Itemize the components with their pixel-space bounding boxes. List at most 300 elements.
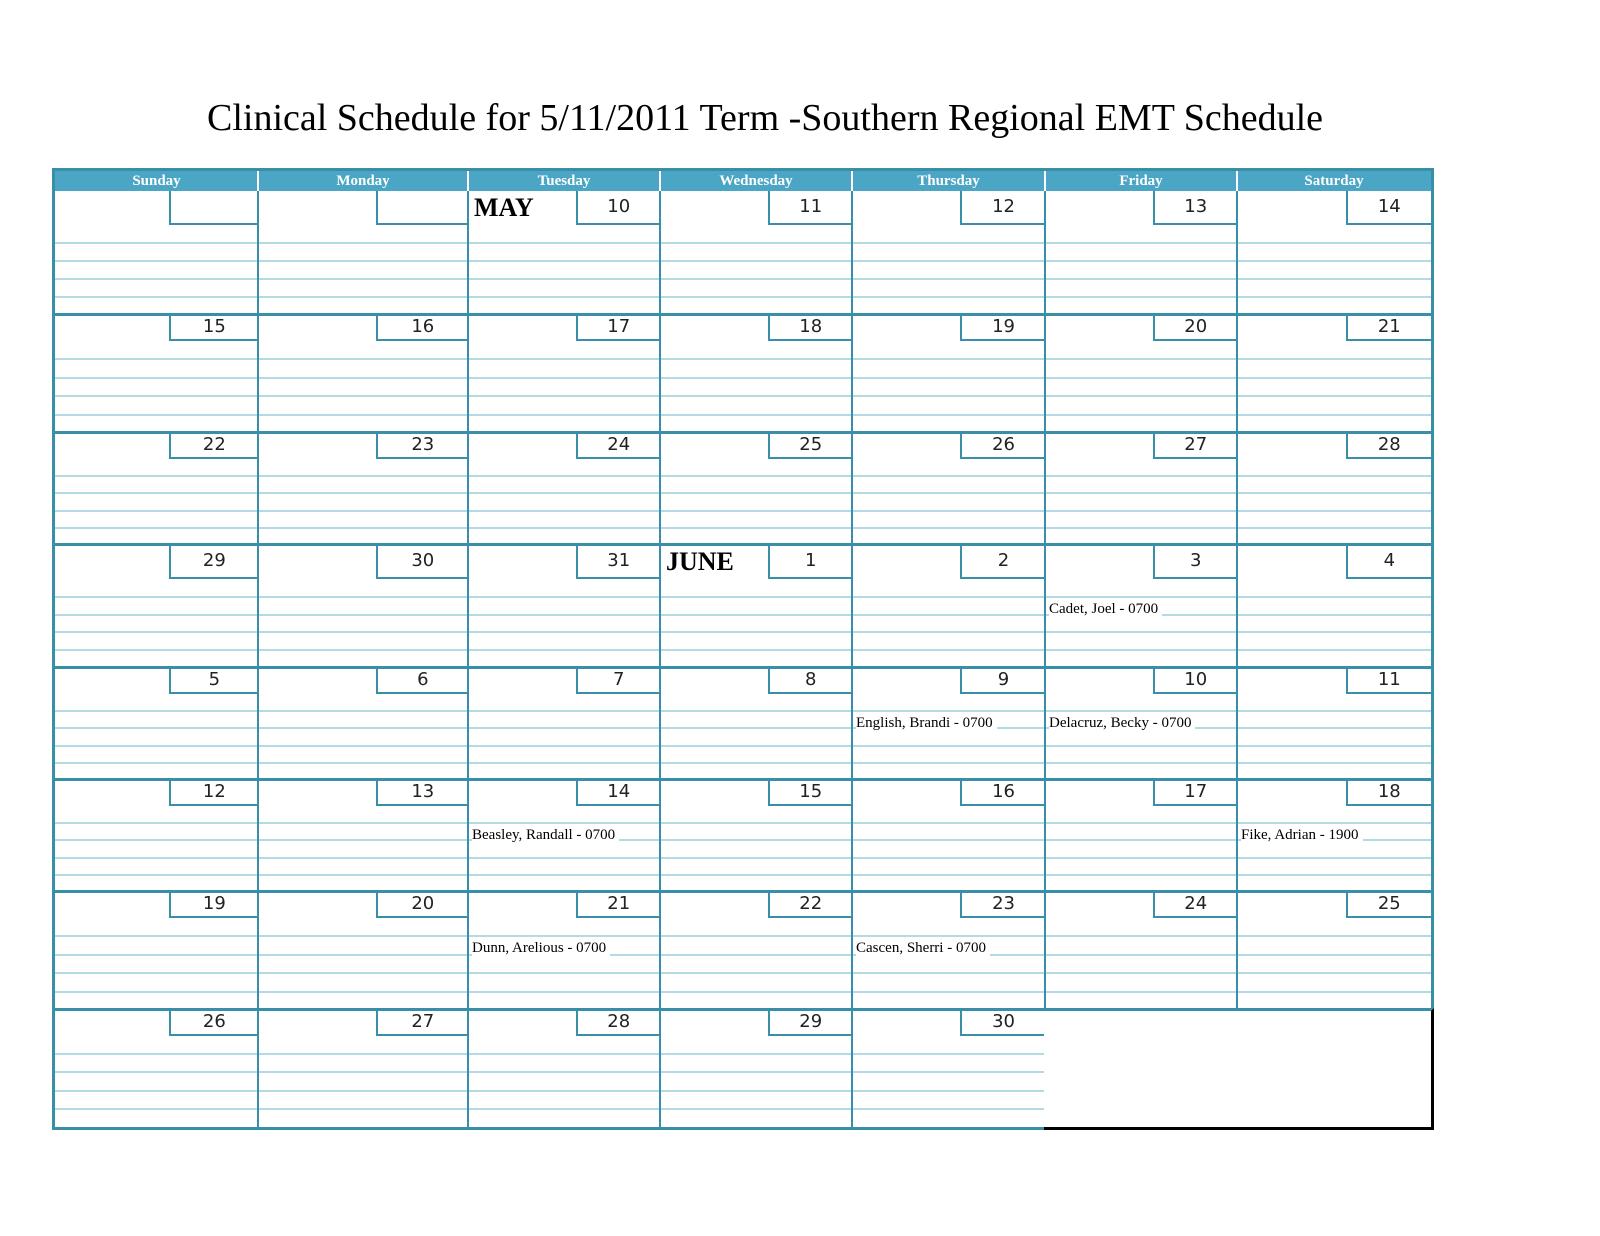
weekday-saturday: Saturday bbox=[1304, 173, 1364, 189]
ruled-line bbox=[660, 710, 852, 712]
schedule-entry[interactable]: English, Brandi - 0700 bbox=[856, 715, 997, 732]
month-label: JUNE bbox=[666, 547, 734, 576]
ruled-line bbox=[258, 954, 468, 956]
ruled-line bbox=[55, 242, 258, 244]
calendar-day[interactable] bbox=[55, 892, 258, 1010]
ruled-line bbox=[468, 242, 660, 244]
ruled-line bbox=[660, 972, 852, 974]
calendar-day[interactable] bbox=[660, 780, 852, 892]
ruled-line bbox=[1237, 935, 1431, 937]
ruled-line bbox=[852, 839, 1045, 841]
week-divider bbox=[55, 431, 1431, 434]
date-number: 25 bbox=[1346, 892, 1431, 918]
calendar-day[interactable] bbox=[55, 780, 258, 892]
ruled-line bbox=[852, 1090, 1045, 1092]
ruled-line bbox=[55, 377, 258, 379]
ruled-line bbox=[660, 745, 852, 747]
weekday-monday: Monday bbox=[336, 173, 390, 189]
ruled-line bbox=[468, 278, 660, 280]
calendar-day[interactable] bbox=[1237, 892, 1431, 1010]
calendar-day[interactable] bbox=[55, 315, 258, 433]
schedule-entry[interactable]: Delacruz, Becky - 0700 bbox=[1049, 715, 1195, 732]
date-number: 23 bbox=[376, 433, 468, 459]
ruled-line bbox=[852, 745, 1045, 747]
ruled-line bbox=[1045, 710, 1237, 712]
date-number: 13 bbox=[1153, 191, 1237, 225]
ruled-line bbox=[1237, 475, 1431, 477]
weekday-friday: Friday bbox=[1119, 173, 1163, 189]
ruled-line bbox=[1045, 935, 1237, 937]
ruled-line bbox=[660, 1053, 852, 1055]
ruled-line bbox=[1045, 631, 1237, 633]
ruled-line bbox=[852, 414, 1045, 416]
ruled-line bbox=[852, 762, 1045, 764]
ruled-line bbox=[258, 1108, 468, 1110]
header-separator bbox=[1236, 171, 1238, 191]
month-label: MAY bbox=[474, 193, 534, 222]
ruled-line bbox=[1237, 510, 1431, 512]
ruled-line bbox=[468, 1090, 660, 1092]
ruled-line bbox=[258, 935, 468, 937]
ruled-line bbox=[258, 296, 468, 298]
date-number: 28 bbox=[1346, 433, 1431, 459]
ruled-line bbox=[258, 242, 468, 244]
date-number: 24 bbox=[1153, 892, 1237, 918]
ruled-line bbox=[468, 296, 660, 298]
calendar-day[interactable] bbox=[1045, 780, 1237, 892]
ruled-line bbox=[55, 1071, 258, 1073]
ruled-line bbox=[852, 822, 1045, 824]
ruled-line bbox=[1237, 710, 1431, 712]
ruled-line bbox=[1045, 649, 1237, 651]
ruled-line bbox=[258, 1053, 468, 1055]
date-number: 19 bbox=[960, 315, 1045, 341]
ruled-line bbox=[660, 260, 852, 262]
date-number: 18 bbox=[1346, 780, 1431, 806]
ruled-line bbox=[55, 727, 258, 729]
ruled-line bbox=[55, 1108, 258, 1110]
calendar-day[interactable] bbox=[258, 1010, 468, 1127]
schedule-entry[interactable]: Cascen, Sherri - 0700 bbox=[856, 940, 990, 957]
ruled-line bbox=[852, 1053, 1045, 1055]
ruled-line bbox=[852, 596, 1045, 598]
date-number: 14 bbox=[1346, 191, 1431, 225]
calendar-day[interactable] bbox=[258, 191, 468, 315]
ruled-line bbox=[55, 745, 258, 747]
ruled-line bbox=[55, 991, 258, 993]
calendar-day[interactable] bbox=[852, 892, 1045, 1010]
calendar-day[interactable] bbox=[852, 545, 1045, 668]
calendar-day[interactable] bbox=[852, 668, 1045, 780]
ruled-line bbox=[852, 475, 1045, 477]
ruled-line bbox=[660, 614, 852, 616]
ruled-line bbox=[660, 527, 852, 529]
calendar-day[interactable] bbox=[1045, 191, 1237, 315]
date-number: 20 bbox=[1153, 315, 1237, 341]
date-number: 26 bbox=[169, 1010, 258, 1036]
date-number: 13 bbox=[376, 780, 468, 806]
ruled-line bbox=[852, 857, 1045, 859]
ruled-line bbox=[1237, 260, 1431, 262]
ruled-line bbox=[258, 710, 468, 712]
date-number: 30 bbox=[376, 545, 468, 579]
ruled-line bbox=[660, 727, 852, 729]
ruled-line bbox=[1237, 596, 1431, 598]
calendar-day[interactable] bbox=[55, 668, 258, 780]
ruled-line bbox=[1045, 260, 1237, 262]
date-number: 21 bbox=[576, 892, 660, 918]
date-number bbox=[376, 191, 468, 225]
ruled-line bbox=[1045, 596, 1237, 598]
ruled-line bbox=[1237, 857, 1431, 859]
schedule-entry[interactable]: Beasley, Randall - 0700 bbox=[472, 827, 619, 844]
calendar-day[interactable] bbox=[660, 315, 852, 433]
ruled-line bbox=[258, 991, 468, 993]
ruled-line bbox=[1237, 631, 1431, 633]
date-number: 15 bbox=[169, 315, 258, 341]
ruled-line bbox=[55, 395, 258, 397]
date-number: 1 bbox=[768, 545, 852, 579]
calendar-day[interactable] bbox=[1237, 545, 1431, 668]
ruled-line bbox=[258, 727, 468, 729]
calendar-day[interactable] bbox=[468, 1010, 660, 1127]
ruled-line bbox=[468, 377, 660, 379]
ruled-line bbox=[258, 527, 468, 529]
date-number: 22 bbox=[768, 892, 852, 918]
header-separator bbox=[257, 171, 259, 191]
date-number: 11 bbox=[1346, 668, 1431, 694]
calendar-day[interactable] bbox=[55, 433, 258, 545]
calendar-day[interactable] bbox=[468, 433, 660, 545]
date-number: 23 bbox=[960, 892, 1045, 918]
ruled-line bbox=[468, 596, 660, 598]
ruled-line bbox=[55, 1053, 258, 1055]
ruled-line bbox=[852, 242, 1045, 244]
ruled-line bbox=[468, 260, 660, 262]
week-divider bbox=[55, 778, 1431, 781]
date-number: 17 bbox=[1153, 780, 1237, 806]
ruled-line bbox=[852, 614, 1045, 616]
calendar-day[interactable] bbox=[852, 780, 1045, 892]
ruled-line bbox=[1237, 278, 1431, 280]
calendar-day[interactable] bbox=[468, 780, 660, 892]
ruled-line bbox=[468, 358, 660, 360]
week-divider bbox=[55, 313, 1431, 316]
ruled-line bbox=[1237, 395, 1431, 397]
ruled-line bbox=[468, 972, 660, 974]
calendar-day[interactable] bbox=[468, 545, 660, 668]
weekday-header bbox=[55, 171, 1431, 191]
schedule-entry[interactable]: Cadet, Joel - 0700 bbox=[1049, 601, 1162, 618]
ruled-line bbox=[1237, 874, 1431, 876]
header-separator bbox=[659, 171, 661, 191]
page-title: Clinical Schedule for 5/11/2011 Term -Southern Regional EMT Schedule bbox=[206, 97, 1324, 139]
ruled-line bbox=[1045, 527, 1237, 529]
ruled-line bbox=[1045, 510, 1237, 512]
ruled-line bbox=[1237, 991, 1431, 993]
ruled-line bbox=[660, 1090, 852, 1092]
ruled-line bbox=[660, 874, 852, 876]
ruled-line bbox=[1045, 395, 1237, 397]
ruled-line bbox=[660, 492, 852, 494]
ruled-line bbox=[468, 710, 660, 712]
ruled-line bbox=[852, 492, 1045, 494]
header-separator bbox=[467, 171, 469, 191]
ruled-line bbox=[258, 649, 468, 651]
header-separator bbox=[851, 171, 853, 191]
ruled-line bbox=[1045, 296, 1237, 298]
date-number: 14 bbox=[576, 780, 660, 806]
calendar-day[interactable] bbox=[1045, 545, 1237, 668]
calendar-day[interactable] bbox=[55, 191, 258, 315]
ruled-line bbox=[258, 972, 468, 974]
ruled-line bbox=[1045, 414, 1237, 416]
ruled-line bbox=[1045, 762, 1237, 764]
ruled-line bbox=[1237, 954, 1431, 956]
date-number: 22 bbox=[169, 433, 258, 459]
ruled-line bbox=[55, 935, 258, 937]
date-number: 31 bbox=[576, 545, 660, 579]
date-number: 3 bbox=[1153, 545, 1237, 579]
ruled-line bbox=[852, 631, 1045, 633]
date-number: 20 bbox=[376, 892, 468, 918]
column-divider bbox=[257, 191, 259, 1127]
ruled-line bbox=[1045, 991, 1237, 993]
ruled-line bbox=[258, 822, 468, 824]
ruled-line bbox=[660, 991, 852, 993]
calendar-day[interactable] bbox=[55, 1010, 258, 1127]
date-number: 2 bbox=[960, 545, 1045, 579]
ruled-line bbox=[660, 631, 852, 633]
ruled-line bbox=[852, 1108, 1045, 1110]
ruled-line bbox=[660, 377, 852, 379]
calendar-day[interactable] bbox=[1237, 315, 1431, 433]
ruled-line bbox=[468, 510, 660, 512]
date-number: 5 bbox=[169, 668, 258, 694]
calendar-day[interactable] bbox=[1045, 433, 1237, 545]
ruled-line bbox=[1237, 614, 1431, 616]
date-number bbox=[169, 191, 258, 225]
date-number: 19 bbox=[169, 892, 258, 918]
calendar-day[interactable] bbox=[468, 892, 660, 1010]
ruled-line bbox=[258, 358, 468, 360]
ruled-line bbox=[55, 596, 258, 598]
calendar-day[interactable] bbox=[55, 545, 258, 668]
ruled-line bbox=[468, 745, 660, 747]
schedule-entry[interactable]: Dunn, Arelious - 0700 bbox=[472, 940, 610, 957]
ruled-line bbox=[258, 510, 468, 512]
date-number: 16 bbox=[960, 780, 1045, 806]
ruled-line bbox=[55, 857, 258, 859]
week-divider bbox=[55, 890, 1431, 893]
ruled-line bbox=[852, 874, 1045, 876]
ruled-line bbox=[1045, 242, 1237, 244]
ruled-line bbox=[852, 991, 1045, 993]
calendar-day[interactable] bbox=[852, 191, 1045, 315]
ruled-line bbox=[1045, 839, 1237, 841]
ruled-line bbox=[468, 762, 660, 764]
ruled-line bbox=[852, 377, 1045, 379]
calendar-day[interactable] bbox=[660, 668, 852, 780]
ruled-line bbox=[660, 762, 852, 764]
ruled-line bbox=[55, 649, 258, 651]
ruled-line bbox=[55, 1090, 258, 1092]
calendar-grid bbox=[52, 168, 1434, 1130]
ruled-line bbox=[258, 745, 468, 747]
date-number: 27 bbox=[1153, 433, 1237, 459]
ruled-line bbox=[258, 377, 468, 379]
ruled-line bbox=[258, 414, 468, 416]
column-divider bbox=[851, 191, 853, 1127]
ruled-line bbox=[55, 874, 258, 876]
ruled-line bbox=[258, 839, 468, 841]
weekday-tuesday: Tuesday bbox=[537, 173, 591, 189]
calendar-day[interactable] bbox=[1045, 668, 1237, 780]
ruled-line bbox=[852, 935, 1045, 937]
calendar-day[interactable] bbox=[1045, 315, 1237, 433]
column-divider bbox=[1236, 191, 1238, 1127]
ruled-line bbox=[1237, 727, 1431, 729]
schedule-entry[interactable]: Fike, Adrian - 1900 bbox=[1241, 827, 1363, 844]
calendar-day[interactable] bbox=[660, 433, 852, 545]
ruled-line bbox=[258, 492, 468, 494]
ruled-line bbox=[852, 395, 1045, 397]
calendar-day[interactable] bbox=[258, 892, 468, 1010]
ruled-line bbox=[468, 527, 660, 529]
ruled-line bbox=[660, 278, 852, 280]
ruled-line bbox=[55, 296, 258, 298]
calendar-day[interactable] bbox=[852, 1010, 1045, 1127]
ruled-line bbox=[852, 278, 1045, 280]
ruled-line bbox=[468, 614, 660, 616]
ruled-line bbox=[660, 296, 852, 298]
ruled-line bbox=[468, 649, 660, 651]
calendar-day[interactable] bbox=[468, 315, 660, 433]
ruled-line bbox=[468, 414, 660, 416]
ruled-line bbox=[1237, 527, 1431, 529]
ruled-line bbox=[1045, 358, 1237, 360]
ruled-line bbox=[660, 358, 852, 360]
ruled-line bbox=[660, 954, 852, 956]
ruled-line bbox=[1045, 475, 1237, 477]
date-number: 29 bbox=[768, 1010, 852, 1036]
ruled-line bbox=[660, 839, 852, 841]
ruled-line bbox=[258, 1090, 468, 1092]
ruled-line bbox=[660, 1108, 852, 1110]
weekday-sunday: Sunday bbox=[132, 173, 181, 189]
ruled-line bbox=[55, 972, 258, 974]
ruled-line bbox=[468, 492, 660, 494]
ruled-line bbox=[258, 475, 468, 477]
ruled-line bbox=[1237, 296, 1431, 298]
ruled-line bbox=[55, 762, 258, 764]
ruled-line bbox=[468, 935, 660, 937]
calendar-day[interactable] bbox=[1237, 668, 1431, 780]
ruled-line bbox=[1237, 745, 1431, 747]
ruled-line bbox=[468, 874, 660, 876]
ruled-line bbox=[1237, 762, 1431, 764]
ruled-line bbox=[258, 260, 468, 262]
ruled-line bbox=[55, 260, 258, 262]
calendar-day[interactable] bbox=[660, 545, 852, 668]
week-divider bbox=[55, 666, 1431, 669]
date-number: 24 bbox=[576, 433, 660, 459]
date-number: 10 bbox=[576, 191, 660, 225]
ruled-line bbox=[1045, 278, 1237, 280]
calendar-day[interactable] bbox=[468, 191, 660, 315]
calendar-day[interactable] bbox=[1237, 780, 1431, 892]
ruled-line bbox=[1237, 414, 1431, 416]
date-number: 29 bbox=[169, 545, 258, 579]
ruled-line bbox=[55, 510, 258, 512]
ruled-line bbox=[1237, 972, 1431, 974]
calendar-day[interactable] bbox=[1237, 191, 1431, 315]
ruled-line bbox=[1045, 377, 1237, 379]
header-separator bbox=[1044, 171, 1046, 191]
ruled-line bbox=[55, 839, 258, 841]
calendar-day[interactable] bbox=[660, 1010, 852, 1127]
calendar-day[interactable] bbox=[1237, 433, 1431, 545]
ruled-line bbox=[1045, 874, 1237, 876]
ruled-line bbox=[1237, 492, 1431, 494]
ruled-line bbox=[258, 857, 468, 859]
ruled-line bbox=[852, 510, 1045, 512]
ruled-line bbox=[258, 1071, 468, 1073]
ruled-line bbox=[852, 358, 1045, 360]
date-number: 27 bbox=[376, 1010, 468, 1036]
calendar-day[interactable] bbox=[1045, 892, 1237, 1010]
calendar-day[interactable] bbox=[660, 191, 852, 315]
ruled-line bbox=[852, 527, 1045, 529]
calendar-day[interactable] bbox=[258, 780, 468, 892]
ruled-line bbox=[55, 527, 258, 529]
ruled-line bbox=[852, 1071, 1045, 1073]
ruled-line bbox=[468, 631, 660, 633]
calendar-day[interactable] bbox=[258, 433, 468, 545]
ruled-line bbox=[55, 475, 258, 477]
ruled-line bbox=[468, 475, 660, 477]
date-number: 18 bbox=[768, 315, 852, 341]
ruled-line bbox=[1045, 745, 1237, 747]
calendar-day[interactable] bbox=[852, 433, 1045, 545]
date-number: 11 bbox=[768, 191, 852, 225]
date-number: 25 bbox=[768, 433, 852, 459]
ruled-line bbox=[55, 710, 258, 712]
ruled-line bbox=[468, 1108, 660, 1110]
date-number: 12 bbox=[169, 780, 258, 806]
ruled-line bbox=[852, 260, 1045, 262]
ruled-line bbox=[660, 649, 852, 651]
calendar-day[interactable] bbox=[258, 315, 468, 433]
calendar-day[interactable] bbox=[258, 668, 468, 780]
ruled-line bbox=[468, 822, 660, 824]
column-divider bbox=[659, 191, 661, 1127]
date-number: 4 bbox=[1346, 545, 1431, 579]
date-number: 30 bbox=[960, 1010, 1045, 1036]
ruled-line bbox=[468, 1053, 660, 1055]
calendar-day[interactable] bbox=[852, 315, 1045, 433]
date-number: 15 bbox=[768, 780, 852, 806]
column-divider bbox=[1044, 191, 1046, 1127]
calendar-day[interactable] bbox=[258, 545, 468, 668]
ruled-line bbox=[468, 857, 660, 859]
ruled-line bbox=[258, 631, 468, 633]
calendar-day[interactable] bbox=[468, 668, 660, 780]
calendar-day[interactable] bbox=[660, 892, 852, 1010]
weekday-thursday: Thursday bbox=[917, 173, 980, 189]
ruled-line bbox=[468, 727, 660, 729]
date-number: 9 bbox=[960, 668, 1045, 694]
